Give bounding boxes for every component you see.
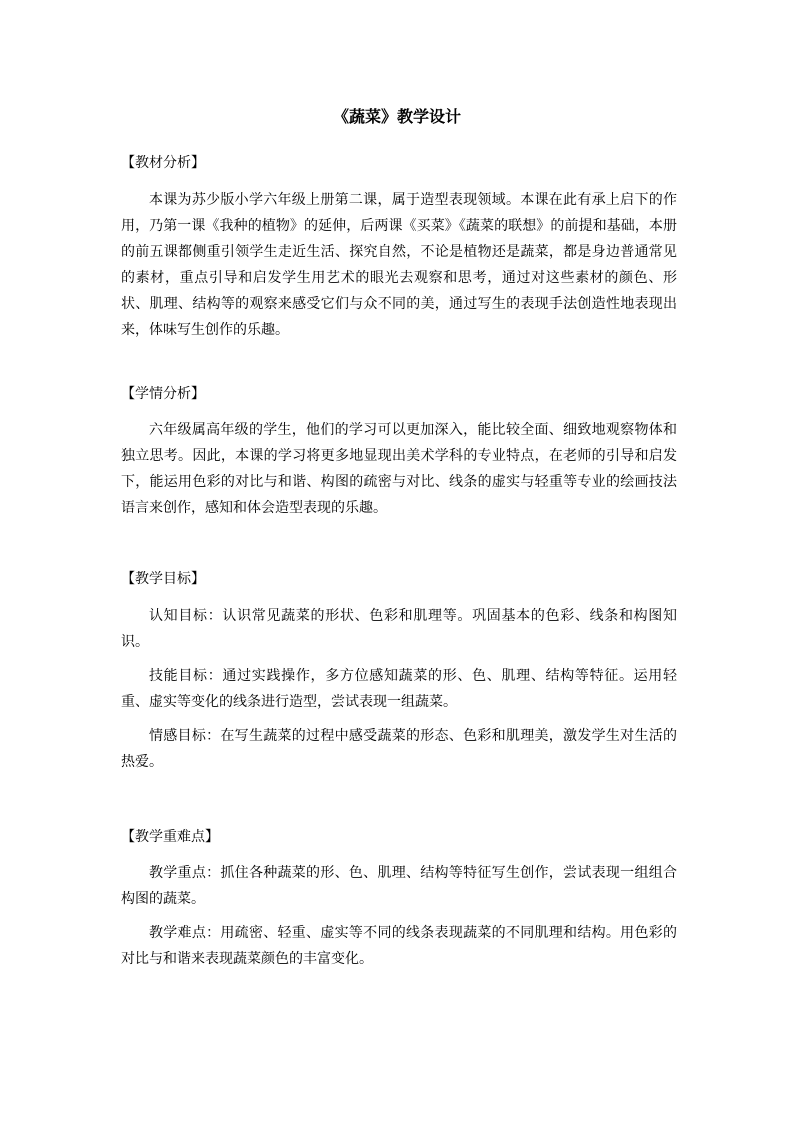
- section-heading-student-analysis: 【学情分析】: [121, 386, 205, 402]
- section-heading-teaching-objectives: 【教学目标】: [121, 571, 205, 587]
- paragraph-emotional-objective: 情感目标：在写生蔬菜的过程中感受蔬菜的形态、色彩和肌理美，激发学生对生活的热爱。: [121, 728, 677, 770]
- document-title: 《蔬菜》教学设计: [332, 107, 461, 126]
- paragraph-textbook-analysis: 本课为苏少版小学六年级上册第二课，属于造型表现领域。本课在此有承上启下的作用，乃第一课《我种的植物》的延伸，后两课《买菜》《蔬菜的联想》的前提和基础，本册的前五课都侧重引领学生走近生活、探究自然，不论是植物还是蔬菜，都是身边普通常见的素材，重点引导和启发学生用艺术的眼光去观察和思考，通过对这些素材的颜色、形状、肌理、结构等的观察来感受它们与众不同的美，通过写生的表现手法创造性地表现出来，体味写生创作的乐趣。: [121, 192, 677, 338]
- paragraph-student-analysis: 六年级属高年级的学生，他们的学习可以更加深入，能比较全面、细致地观察物体和独立思考。因此，本课的学习将更多地显现出美术学科的专业特点，在老师的引导和启发下，能运用色彩的对比与和谐、构图的疏密与对比、线条的虚实与轻重等专业的绘画技法语言来创作，感知和体会造型表现的乐趣。: [121, 422, 677, 516]
- paragraph-difficult-point: 教学难点：用疏密、轻重、虚实等不同的线条表现蔬菜的不同肌理和结构。用色彩的对比与和谐来表现蔬菜颜色的丰富变化。: [121, 925, 677, 967]
- paragraph-key-point: 教学重点：抓住各种蔬菜的形、色、肌理、结构等特征写生创作，尝试表现一组组合构图的蔬菜。: [121, 865, 677, 907]
- paragraph-skill-objective: 技能目标：通过实践操作，多方位感知蔬菜的形、色、肌理、结构等特征。运用轻重、虚实等变化的线条进行造型，尝试表现一组蔬菜。: [121, 668, 677, 710]
- section-heading-key-difficult-points: 【教学重难点】: [121, 829, 219, 845]
- paragraph-cognitive-objective: 认知目标：认识常见蔬菜的形状、色彩和肌理等。巩固基本的色彩、线条和构图知识。: [121, 608, 677, 650]
- section-heading-textbook-analysis: 【教材分析】: [121, 155, 205, 171]
